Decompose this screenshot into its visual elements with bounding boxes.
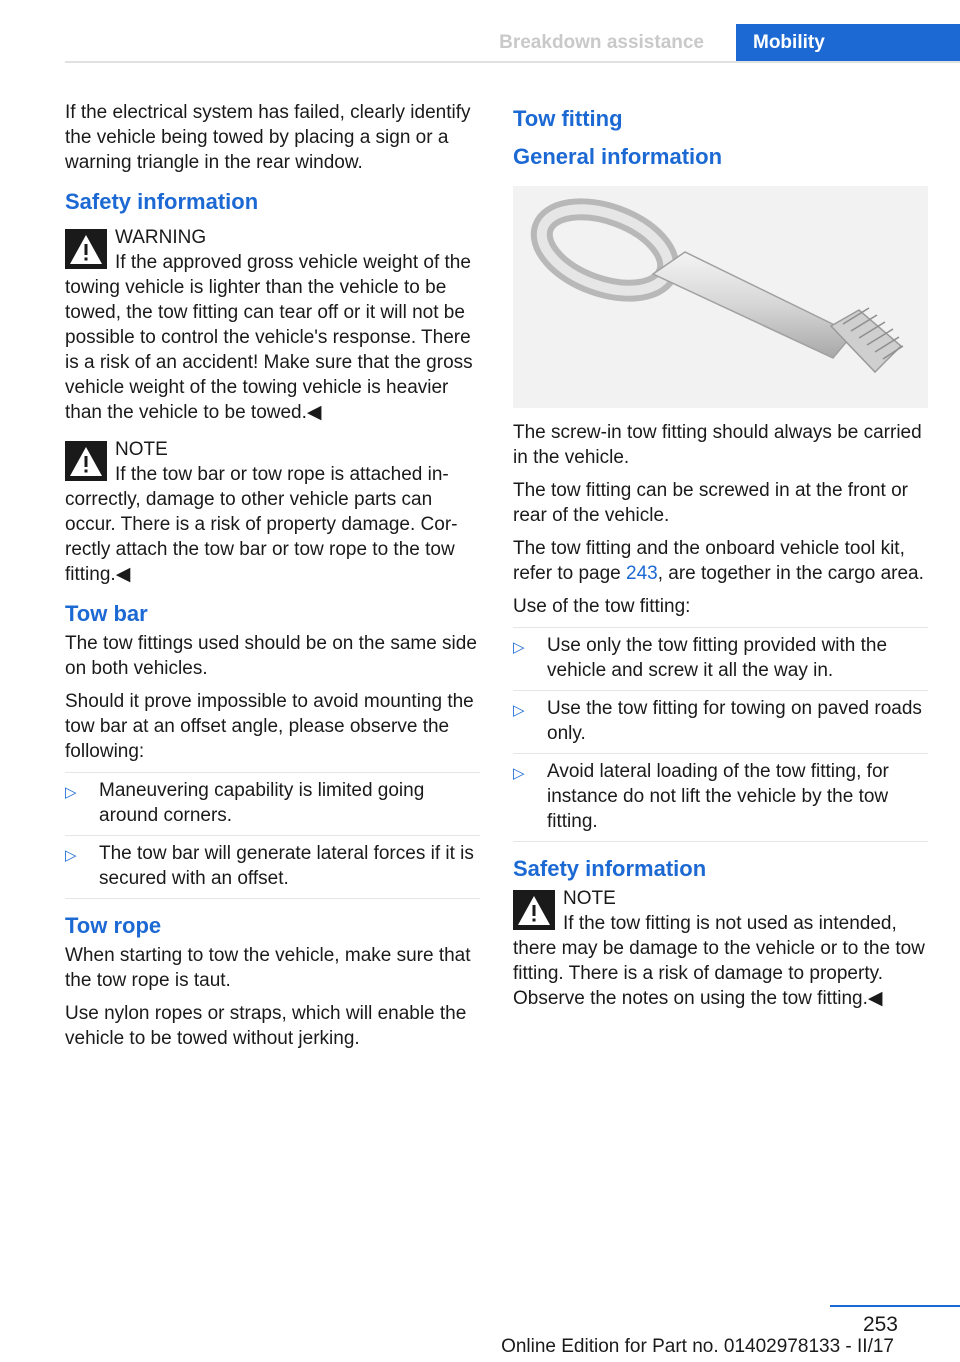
left-column bbox=[65, 100, 480, 1059]
warning-triangle-icon bbox=[513, 890, 555, 930]
tow-bar-heading: Tow bar bbox=[65, 601, 148, 626]
warning-label: WARNING bbox=[115, 227, 207, 248]
general-information-heading: General information bbox=[513, 144, 723, 169]
list-item bbox=[65, 773, 480, 836]
tow-fitting-illustration bbox=[513, 186, 928, 408]
list-item-text: The tow bar will generate lateral forces if it is secured with an offset. bbox=[99, 843, 474, 889]
section-breadcrumb: Breakdown assistance bbox=[499, 32, 704, 53]
list-item-text: Maneuvering capability is limited going around corners. bbox=[99, 780, 425, 826]
tow-fitting-paragraph-3 bbox=[513, 536, 928, 586]
tow-fitting-paragraph-3-start: The tow fitting and the onboard vehicle tool kit, refer to page bbox=[513, 538, 905, 584]
list-item bbox=[65, 836, 480, 899]
header-divider bbox=[65, 61, 960, 63]
tow-fitting-paragraph-1: The screw-in tow fitting should always be carried in the vehicle. bbox=[513, 422, 922, 468]
footer-divider bbox=[830, 1305, 960, 1307]
warning-triangle-icon bbox=[65, 229, 107, 269]
tow-rope-paragraph-1: When starting to tow the vehicle, make sure that the tow rope is taut. bbox=[65, 945, 471, 991]
warning-notice bbox=[65, 225, 480, 425]
page-header bbox=[0, 0, 960, 62]
list-item-text: Use only the tow fitting provided with the vehicle and screw it all the way in. bbox=[547, 635, 888, 681]
use-of-tow-fitting-label: Use of the tow fitting: bbox=[513, 596, 691, 617]
chapter-tab: Mobility bbox=[736, 24, 960, 62]
list-item-text: Avoid lateral loading of the tow fitting, for instance do not lift the vehicle by the tow fitting. bbox=[547, 761, 889, 832]
triangle-right-icon: ▷ bbox=[65, 847, 77, 864]
list-item-text: Use the tow fitting for towing on paved roads only. bbox=[547, 698, 922, 744]
triangle-right-icon: ▷ bbox=[513, 765, 525, 782]
tow-fitting-list bbox=[513, 627, 928, 842]
note-label: NOTE bbox=[115, 439, 168, 460]
tow-bar-paragraph-1: The tow fittings used should be on the same side on both vehicles. bbox=[65, 633, 477, 679]
triangle-right-icon: ▷ bbox=[65, 784, 77, 801]
tow-fitting-image bbox=[513, 186, 928, 408]
right-column bbox=[513, 100, 928, 1023]
note-notice-left bbox=[65, 437, 480, 587]
intro-paragraph: If the electrical system has failed, clearly identify the vehicle being towed by placing a sign or a warning triangle in the rear window. bbox=[65, 102, 471, 173]
note-notice-right bbox=[513, 886, 928, 1011]
note-text: If the tow fitting is not used as intended, there may be damage to the vehicle or to the tow fitting. There is a risk of damage to property. Observe the notes on using the tow fitting.◀ bbox=[513, 913, 925, 1009]
tow-bar-paragraph-2: Should it prove impossible to avoid mounting the tow bar at an offset angle, please observe the following: bbox=[65, 691, 474, 762]
page-number: 253 bbox=[862, 1313, 898, 1336]
tow-fitting-paragraph-3-end: , are together in the cargo area. bbox=[657, 563, 924, 584]
list-item bbox=[513, 754, 928, 842]
note-label: NOTE bbox=[563, 888, 616, 909]
edition-line: Online Edition for Part no. 01402978133 - II/17 bbox=[501, 1336, 894, 1357]
warning-text: If the approved gross vehicle weight of the towing vehicle is lighter than the vehicle to be towed, the tow fitting can tear off or it will not be possible to control the vehicle's response. There is a risk of an accident! Make sure that the gross vehicle weight of the towing vehicle is heavier than the vehicle to be towed.◀ bbox=[65, 252, 473, 423]
tow-rope-paragraph-2: Use nylon ropes or straps, which will enable the vehicle to be towed without jerking. bbox=[65, 1003, 467, 1049]
list-item bbox=[513, 691, 928, 754]
triangle-right-icon: ▷ bbox=[513, 639, 525, 656]
tow-fitting-paragraph-2: The tow fitting can be screwed in at the front or rear of the vehicle. bbox=[513, 480, 908, 526]
triangle-right-icon: ▷ bbox=[513, 702, 525, 719]
page-reference-link[interactable]: 243 bbox=[626, 563, 658, 584]
tow-rope-heading: Tow rope bbox=[65, 913, 162, 938]
warning-triangle-icon bbox=[65, 441, 107, 481]
note-text: If the tow bar or tow rope is attached incorrectly, damage to other vehicle parts can occur. There is a risk of property damage. Correctly attach the tow bar or tow rope to the tow fitting.◀ bbox=[65, 464, 458, 585]
tow-fitting-heading: Tow fitting bbox=[513, 106, 623, 131]
list-item bbox=[513, 628, 928, 691]
tow-bar-list bbox=[65, 772, 480, 899]
safety-heading-right: Safety information bbox=[513, 856, 707, 881]
safety-heading-left: Safety information bbox=[65, 189, 259, 214]
